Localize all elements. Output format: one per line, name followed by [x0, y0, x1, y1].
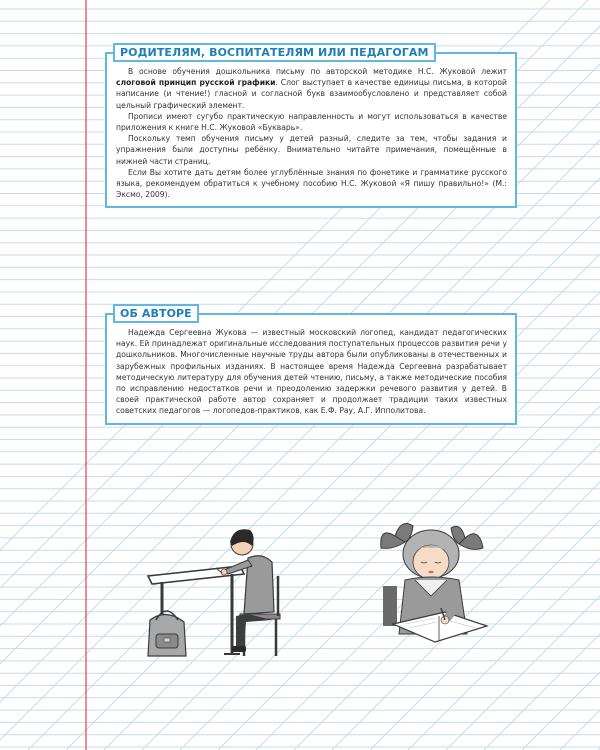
author-box-title: ОБ АВТОРЕ [113, 304, 199, 323]
parents-box-title: РОДИТЕЛЯМ, ВОСПИТАТЕЛЯМ ИЛИ ПЕДАГОГАМ [113, 43, 436, 62]
girl-writing-illustration [375, 516, 500, 666]
parents-paragraph-2: Прописи имеют сугубо практическую направленность и могут использоваться в качестве приложения к книге Н.С. Жуковой «Букварь». [116, 111, 507, 133]
about-author-box [105, 307, 517, 425]
author-paragraph: Надежда Сергеевна Жукова — известный московский логопед, кандидат педагогических наук. Ей принадлежат оригинальные исследования поступательных процессов развития речи у дошкольников. Многочисленные научные труды автора были опубликованы в отечественных и зарубежных профильных изданиях. В настоящее время Надежда Сергеевна разрабатывает методическую литературу для обучения детей чтению, письму, а также методические пособия по исправлению недостатков речи и преодолению задержки речевого развития у детей. В своей практической работе автор сохраняет и продолжает традиции таких известных советских педагогов — логопедов-практиков, как Е.Ф. Рау, А.Г. Ипполитова. [116, 328, 507, 416]
slogovoy-principle-bold: слоговой принцип русской графики [116, 78, 276, 88]
parents-paragraph-1: В основе обучения дошкольника письму по авторской методике Н.С. Жуковой лежит слоговой принцип русской графики. Слог выступает в качестве единицы письма, в которой написание (и чтение!) гласной и согласной букв взаимообусловлено и представляет собой цельный графический элемент. [116, 67, 507, 110]
boy-writing-illustration [140, 516, 305, 666]
parents-info-box [105, 46, 517, 208]
parents-paragraph-4: Если Вы хотите дать детям более углублённые знания по фонетике и грамматике русского языка, рекомендуем обратиться к учебному пособию Н.С. Жуковой «Я пишу правильно!» (М.: Эксмо, 2009). [116, 167, 507, 200]
slant-guide-line [522, 0, 600, 750]
parents-paragraph-3: Поскольку темп обучения письму у детей разный, следите за тем, чтобы задания и упражнения были доступны ребёнку. Внимательно читайте примечания, помещённые в нижней части страниц. [116, 134, 507, 166]
slant-guide-line [560, 0, 600, 750]
